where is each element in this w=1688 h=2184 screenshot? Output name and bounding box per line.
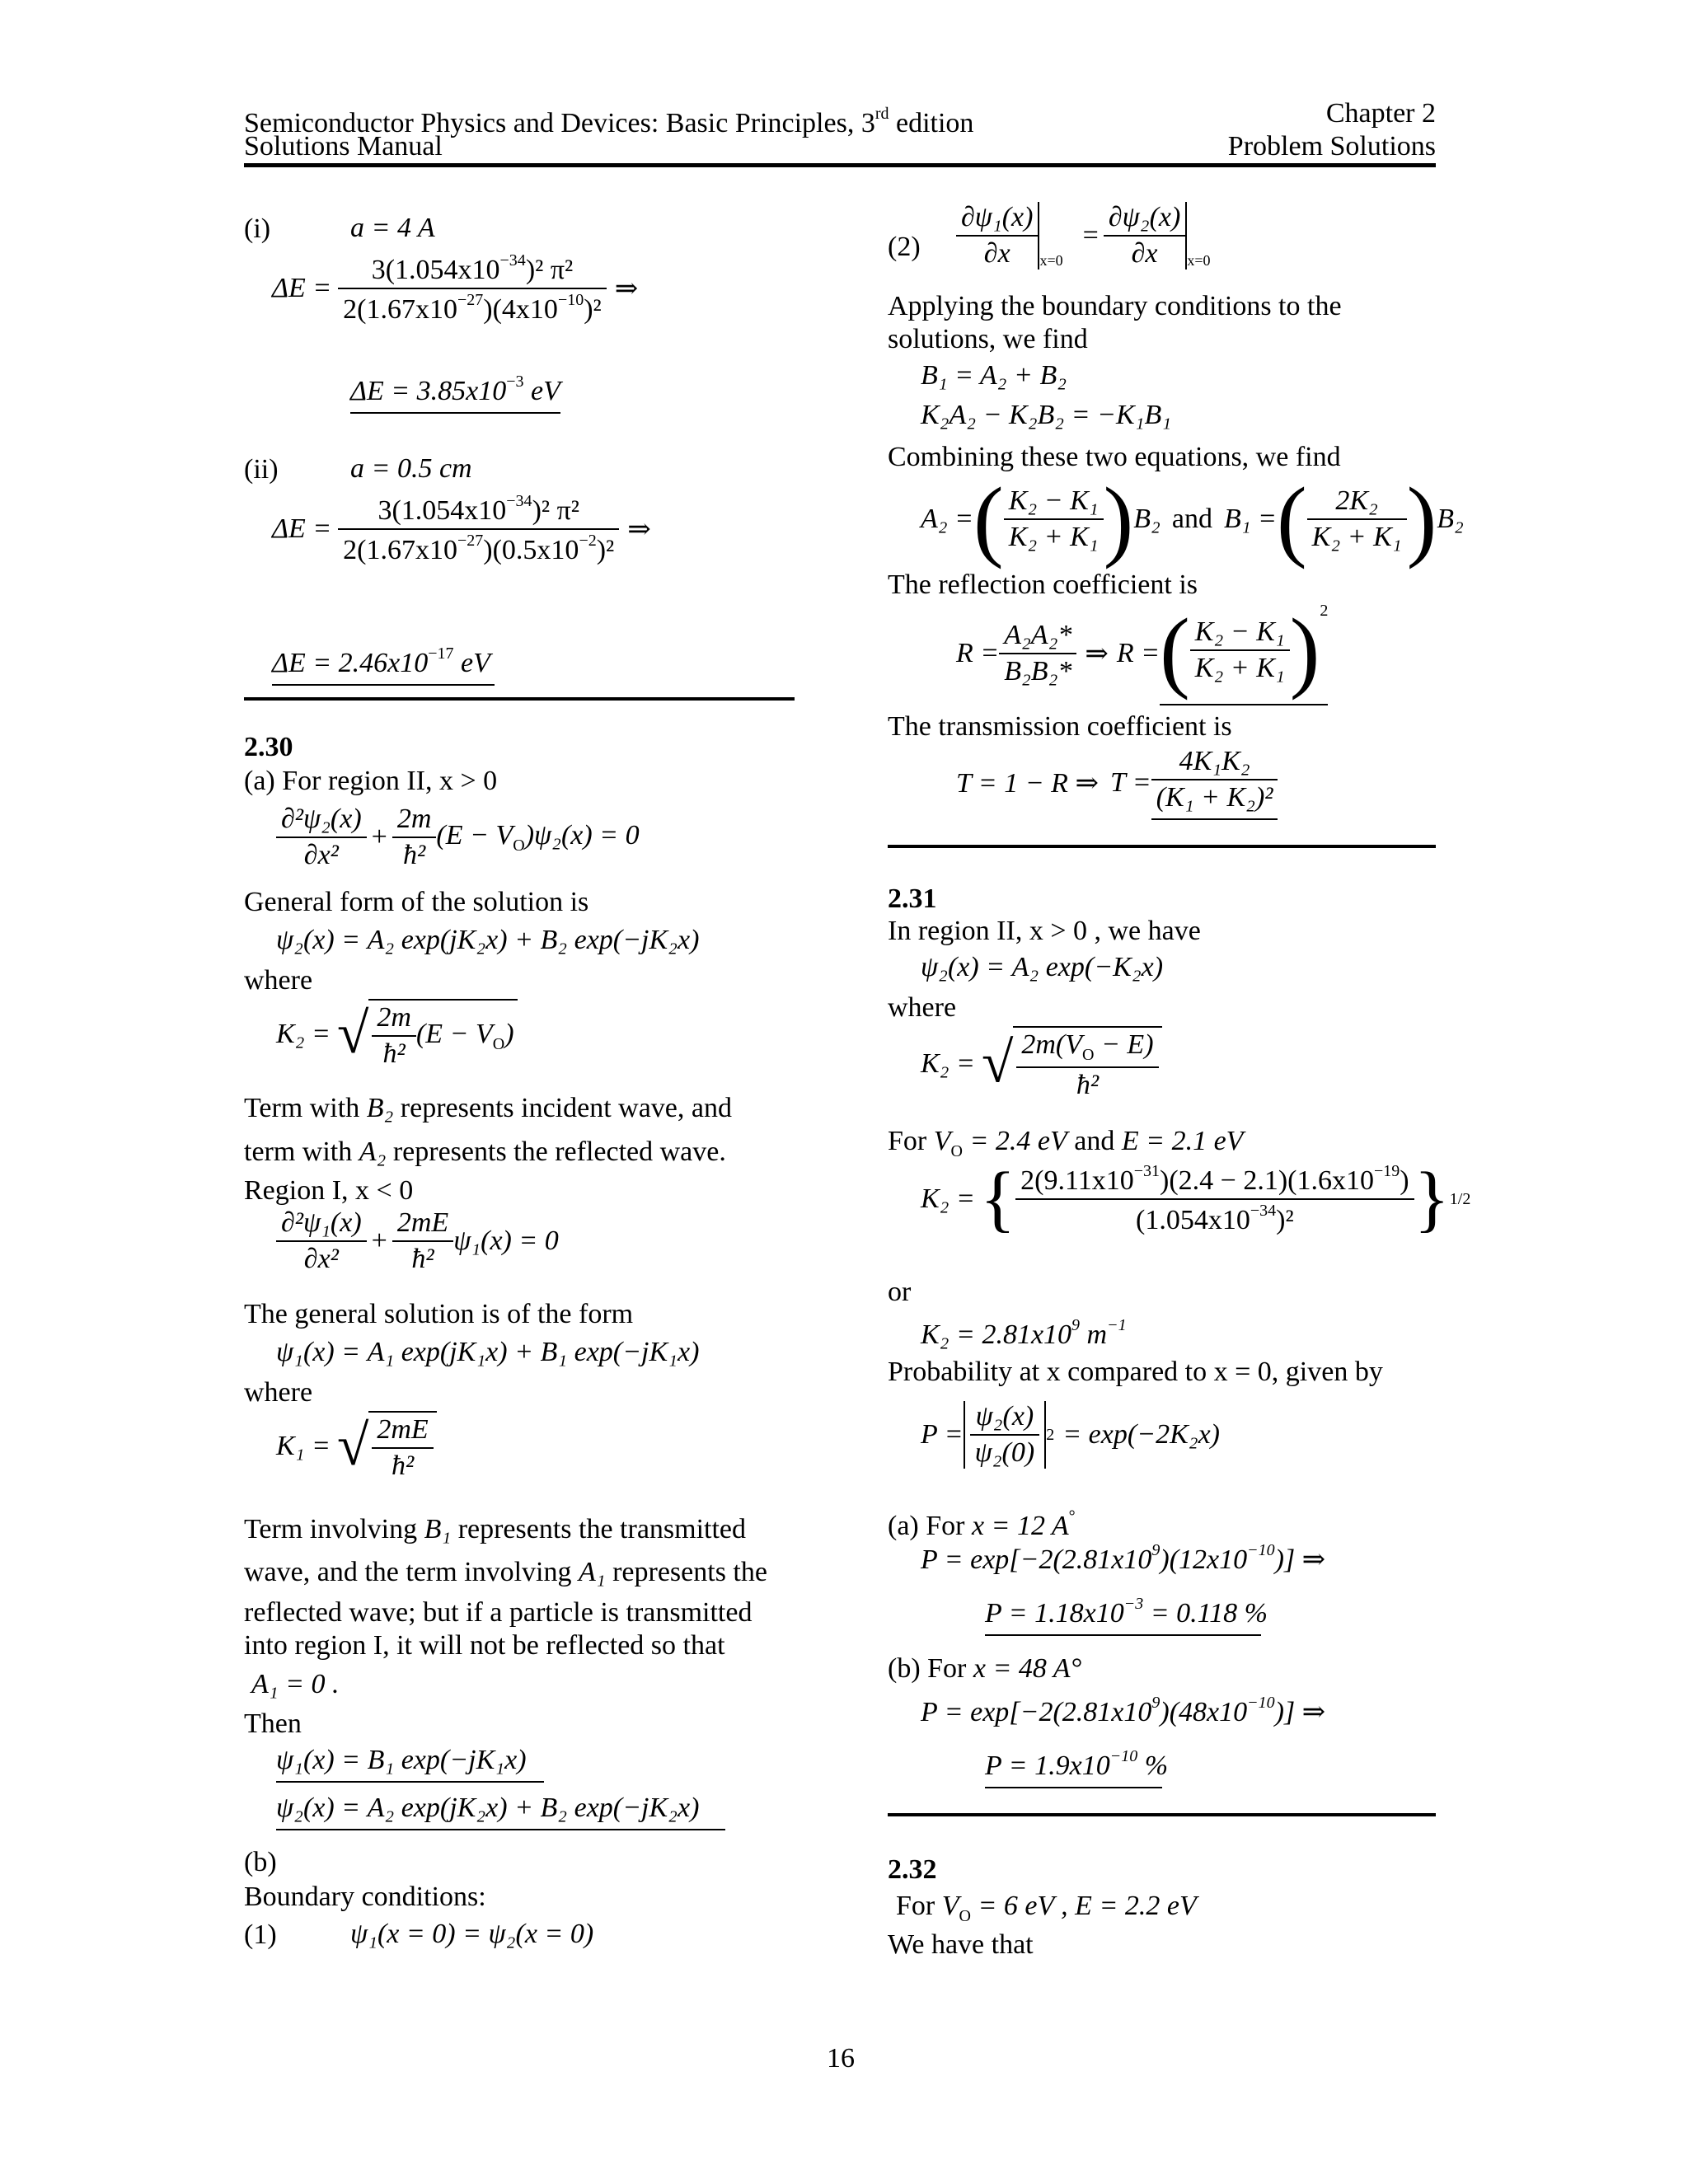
part-b-label: (b) (244, 1847, 277, 1877)
where-text-2: where (244, 1377, 313, 1408)
part-ii-equation: ΔE = $\frac{3(1.054x10^{-34})^2 \pi^2}{2(1.67x10^{-27})(0.5x10^{-2})^2}$ ⇒ (272, 492, 651, 565)
psi1-final: ψ₁(x) = B₁ exp(−jK₁x) (276, 1745, 544, 1783)
section-rule-right-1 (888, 845, 1436, 848)
general-solution-text: The general solution is of the form (244, 1299, 634, 1329)
part-b-probability-equation: $P = \exp[-2(2.81x10^9)(48x10^{-10})]$ ⇒ (921, 1694, 1326, 1727)
or-text: or (888, 1277, 912, 1307)
part-i-label: (i) (244, 213, 271, 244)
k2-value: $K_2 = 2.81x10^9$ $m^{-1}$ (921, 1316, 1127, 1350)
part-b-x-text: (b) For x = 48 A° (888, 1653, 1082, 1684)
part-ii-a: a = 0.5 cm (350, 453, 472, 484)
s232-given-values: For $V_O = 6$ eV , E = 2.2 eV (896, 1891, 1197, 1925)
a2-b1-solution: A₂ = ( $\frac{\text{K₂ − K₁}}{\text{K₂ + K₁}}$ ) B₂ and B₁ = ( $\frac{\text{2K₂}}{\text{K₂ + K₁}}$ ) B₂ (921, 469, 1464, 569)
boundary-conditions-text: Boundary conditions: (244, 1882, 486, 1912)
part-i-fraction: $\frac{3(1.054x10^{-34})^2 \pi^2}{2(1.67x10^{-27})(4x10^{-10})^2}$ (338, 251, 607, 326)
term-b2-text: Term with B₂ represents incident wave, and (244, 1093, 732, 1123)
k2a2-equation: K₂A₂ − K₂B₂ = −K₁B₁ (921, 400, 1172, 430)
part-i-equation: ΔE = $\frac{3(1.054x10^{-34})^2 \pi^2}{2(1.67x10^{-27})(4x10^{-10})^2}$ ⇒ (272, 251, 639, 325)
schrodinger-region-ii: $\frac{\text{∂²ψ₂(x)}}{\text{∂x²}}$ + $\frac{2m}{\text{ħ²}}$ $(E - V_O)\psi_2(x) = 0$ (276, 804, 640, 871)
part-a-probability-equation: $P = \exp[-2(2.81x10^9)(12x10^{-10})]$ ⇒ (921, 1541, 1326, 1575)
probability-intro: Probability at x compared to x = 0, given by (888, 1357, 1383, 1387)
k2-numeric-equation: K₂ = { $\frac{2(9.11x10^{-31})(2.4 - 2.1)(1.6x10^{-19})}{(1.054x10^{-34})^2}$ } 1/2 (921, 1158, 1471, 1240)
general-form-text: General form of the solution is (244, 887, 589, 917)
bc1-equation: ψ₁(x = 0) = ψ₂(x = 0) (350, 1919, 594, 1949)
region-ii-intro: In region II, x > 0 , we have (888, 916, 1201, 946)
bc1-label: (1) (244, 1919, 277, 1950)
section-2-30-title: 2.30 (244, 732, 293, 762)
psi2-decay: ψ₂(x) = A₂ exp(−K₂x) (921, 952, 1164, 982)
header-subtitle-left: Solutions Manual (244, 131, 443, 162)
bc2-label: (2) (888, 232, 921, 262)
transmission-coefficient-text: The transmission coefficient is (888, 711, 1232, 742)
b1-equation: B₁ = A₂ + B₂ (921, 360, 1067, 391)
k2-decay-definition: K₂ = √ $\frac{2m(V_O - E)}{\text{ħ²}}$ (921, 1026, 1162, 1101)
reflected-wave-text-2: into region I, it will not be reflected so that (244, 1630, 725, 1661)
header-chapter: Chapter 2 (1325, 98, 1436, 129)
section-rule-right-2 (888, 1813, 1436, 1816)
region-i-text: Region I, x < 0 (244, 1175, 414, 1206)
schrodinger-region-i: $\frac{\text{∂²ψ₁(x)}}{\text{∂x²}}$ + $\frac{2mE}{\text{ħ²}}$ ψ₁(x) = 0 (276, 1207, 559, 1275)
then-text: Then (244, 1708, 302, 1739)
we-have-that-text: We have that (888, 1929, 1034, 1960)
part-a-probability-result: $P = 1.18x10^{-3} = 0.118$ % (985, 1595, 1261, 1636)
section-2-32-title: 2.32 (888, 1854, 937, 1885)
reflection-coefficient-text: The reflection coefficient is (888, 569, 1198, 600)
page-number: 16 (827, 2043, 855, 2074)
part-ii-label: (ii) (244, 454, 279, 485)
region-ii-text: (a) For region II, x > 0 (244, 766, 498, 796)
delta-e-label: ΔE = (272, 273, 332, 303)
combining-text: Combining these two equations, we find (888, 442, 1341, 472)
transmission-coefficient-equation: T = 1 − R ⇒ T = $\frac{\text{4K₁K₂}}{\text{(K₁ + K₂)²}}$ (956, 746, 1278, 820)
header-title-left: Semiconductor Physics and Devices: Basic Principles, 3rd edition (244, 105, 974, 138)
a1-zero: A₁ = 0 . (251, 1669, 340, 1699)
bc2-equation: $\frac{\text{∂ψ₁(x)}}{\partial x}$ x=0 = $\frac{\text{∂ψ₂(x)}}{\partial x}$ x=0 (956, 202, 1210, 269)
term-a2-text: term with A₂ represents the reflected wave. (244, 1137, 726, 1167)
part-b-probability-result: $P = 1.9x10^{-10}$ % (985, 1747, 1162, 1788)
part-a-x-text: (a) For x = 12 A° (888, 1507, 1076, 1541)
applying-bc-text-1: Applying the boundary conditions to the (888, 291, 1342, 321)
for-vo-e-text: For $V_O = 2.4$ eV and E = 2.1 eV (888, 1126, 1244, 1160)
psi2-final: ψ₂(x) = A₂ exp(jK₂x) + B₂ exp(−jK₂x) (276, 1793, 725, 1830)
probability-equation: P = $\frac{\text{ψ₂(x)}}{\text{ψ₂(0)}}$ 2 = exp(−2K₂x) (921, 1401, 1221, 1468)
header-rule (244, 163, 1436, 167)
applying-bc-text-2: solutions, we find (888, 324, 1088, 354)
where-text-3: where (888, 992, 957, 1023)
part-i-result: $\Delta E = 3.85x10^{-3}$ eV (350, 373, 560, 414)
header-problem-solutions: Problem Solutions (1227, 131, 1436, 162)
where-text-1: where (244, 965, 313, 996)
section-rule-left-1 (244, 697, 795, 701)
part-i-a: a = 4 A (350, 213, 435, 243)
psi1-solution: ψ₁(x) = A₁ exp(jK₁x) + B₁ exp(−jK₁x) (276, 1337, 700, 1367)
wave-term-text: wave, and the term involving A₁ represents the (244, 1557, 767, 1587)
k1-definition: K₁ = √ $\frac{2mE}{\text{ħ²}}$ (276, 1411, 437, 1482)
k2-definition: K₂ = √ $\frac{2m}{\text{ħ²}}$ $(E - V_O)$ (276, 999, 518, 1070)
part-ii-fraction: $\frac{3(1.054x10^{-34})^2 \pi^2}{2(1.67x10^{-27})(0.5x10^{-2})^2}$ (338, 492, 619, 566)
reflected-wave-text-1: reflected wave; but if a particle is transmitted (244, 1597, 753, 1628)
term-involving-b1-text: Term involving B₁ represents the transmitted (244, 1514, 747, 1544)
psi2-solution: ψ₂(x) = A₂ exp(jK₂x) + B₂ exp(−jK₂x) (276, 925, 700, 955)
section-2-31-title: 2.31 (888, 883, 937, 914)
part-ii-result: $\Delta E = 2.46x10^{-17}$ eV (272, 644, 495, 686)
reflection-coefficient-equation: R = $\frac{\text{A₂A₂*}}{\text{B₂B₂*}}$ ⇒ R = ( $\frac{\text{K₂ − K₁}}{\text{K₂ + K₁}}$ )$^2$ (956, 602, 1328, 705)
